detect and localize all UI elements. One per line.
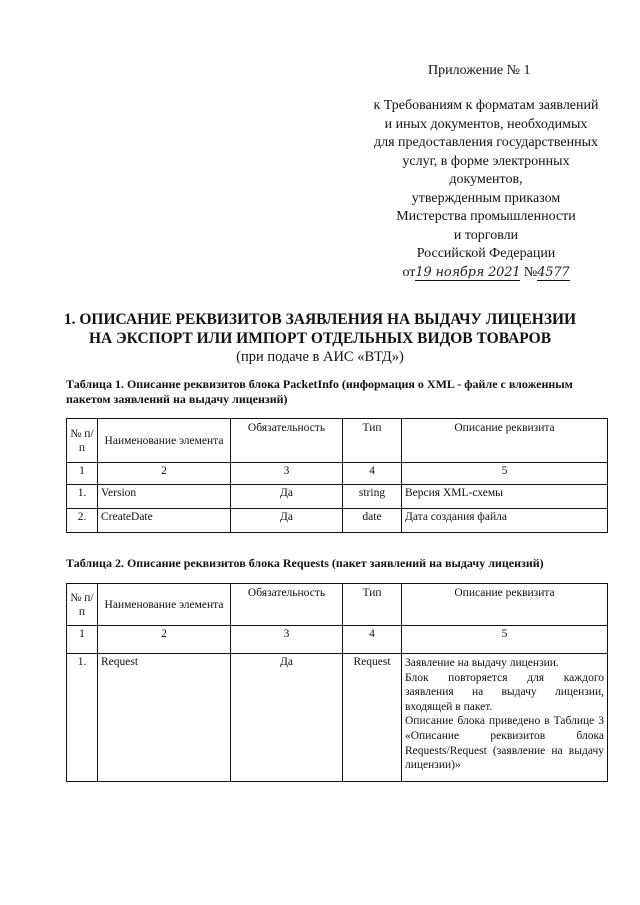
- description-line: Блок повторяется для каждого заявления на выдачу лицензии, входящей в пакет.: [405, 671, 604, 713]
- header-cell: Наименование элемента: [98, 584, 231, 626]
- approval-line: Российской Федерации: [416, 246, 556, 261]
- heading-line-1: 1. ОПИСАНИЕ РЕКВИЗИТОВ ЗАЯВЛЕНИЯ НА ВЫДАЧУ ЛИЦЕНЗИИ: [63, 311, 577, 328]
- table-header-row: [67, 419, 608, 463]
- row-number: 2.: [67, 509, 98, 533]
- description-line: Заявление на выдачу лицензии.: [405, 657, 559, 669]
- approval-line: Мистерства промышленности: [396, 209, 576, 224]
- header-cell: № п/п: [67, 584, 98, 626]
- approval-line: и торговли: [453, 227, 519, 243]
- table-requests: [66, 583, 608, 782]
- header-cell: Описание реквизита: [402, 419, 608, 463]
- description: Версия XML-схемы: [402, 485, 608, 509]
- number-prefix: №: [523, 264, 538, 280]
- header-cell: Наименование элемента: [98, 419, 231, 463]
- order-date-line: [350, 264, 622, 283]
- table-row: [67, 485, 608, 509]
- approval-line: утвержденным приказом: [411, 190, 561, 206]
- approval-line: услуг, в форме электронных: [402, 153, 570, 169]
- approval-line: к Требованиям к форматам заявлений: [373, 98, 599, 113]
- approval-line: для предоставления государственных: [374, 135, 598, 150]
- heading-line-2: НА ЭКСПОРТ ИЛИ ИМПОРТ ОТДЕЛЬНЫХ ВИДОВ ТОВАРОВ: [88, 330, 552, 347]
- table2-caption: Таблица 2. Описание реквизитов блока Requests (пакет заявлений на выдачу лицензий): [66, 556, 544, 570]
- header-cell: Описание реквизита: [402, 584, 608, 626]
- approval-line: и иных документов, необходимых: [384, 116, 588, 132]
- description-line: Описание блока приведено в Таблице 3 «Описание реквизитов блока Requests/Request (заявление на выдачу лицензии)»: [405, 715, 604, 772]
- column-number: 2: [98, 626, 231, 654]
- type-value: Request: [343, 654, 402, 782]
- column-number: 5: [402, 463, 608, 485]
- approval-line: документов,: [449, 172, 523, 187]
- header-cell: Тип: [343, 584, 402, 626]
- description: Дата создания файла: [402, 509, 608, 533]
- section-heading: [20, 310, 620, 367]
- table-packetinfo: [66, 418, 608, 533]
- column-number: 3: [231, 626, 343, 654]
- column-number: 3: [231, 463, 343, 485]
- appendix-title: Приложение № 1: [428, 63, 531, 78]
- handwritten-date: 19 ноября 2021: [415, 264, 521, 280]
- column-number: 4: [343, 463, 402, 485]
- column-number-row: [67, 463, 608, 485]
- required-value: Да: [231, 509, 343, 533]
- column-number-row: [67, 626, 608, 654]
- table-header-row: [67, 584, 608, 626]
- date-prefix: от: [402, 264, 416, 280]
- table1-caption: Таблица 1. Описание реквизитов блока PacketInfo (информация о XML - файле с вложенным пакетом заявлений на выдачу лицензий): [66, 377, 573, 406]
- header-cell: Тип: [343, 419, 402, 463]
- approval-block: [350, 97, 622, 282]
- column-number: 1: [67, 463, 98, 485]
- column-number: 4: [343, 626, 402, 654]
- required-value: Да: [231, 654, 343, 782]
- description: [402, 654, 608, 782]
- row-number: 1.: [67, 654, 98, 782]
- row-number: 1.: [67, 485, 98, 509]
- header-cell: № п/п: [67, 419, 98, 463]
- header-cell: Обязательность: [231, 419, 343, 463]
- element-name: CreateDate: [98, 509, 231, 533]
- column-number: 5: [402, 626, 608, 654]
- required-value: Да: [231, 485, 343, 509]
- header-cell: Обязательность: [231, 584, 343, 626]
- element-name: Version: [98, 485, 231, 509]
- column-number: 1: [67, 626, 98, 654]
- table-row: [67, 509, 608, 533]
- element-name: Request: [98, 654, 231, 782]
- type-value: date: [343, 509, 402, 533]
- handwritten-number: 4577: [537, 264, 570, 280]
- heading-subtitle: (при подаче в АИС «ВТД»): [236, 349, 404, 365]
- column-number: 2: [98, 463, 231, 485]
- type-value: string: [343, 485, 402, 509]
- table-row: [67, 654, 608, 782]
